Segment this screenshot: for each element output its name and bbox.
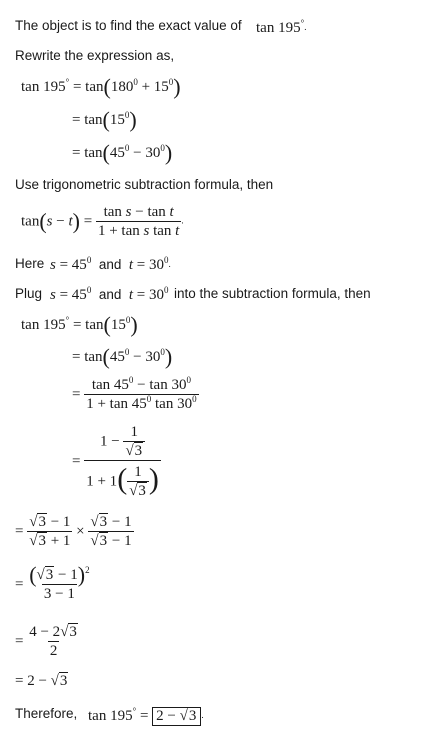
- subtraction-formula: tan(s − t) = $\frac{\text{tan s − tan t}}{\text{1 + tan s tan t}}$ .: [21, 204, 184, 239]
- derivation-line-6: = $\frac{(√3 - 1)^2}{3 - 1}$: [15, 562, 90, 602]
- derivation-line-8: = 2 − √3: [15, 673, 68, 689]
- intro-label: The object is to find the exact value of: [15, 18, 242, 33]
- intro-expression: tan 195°.: [256, 18, 307, 36]
- derivation-line-7: = $\frac{4 - 2√3}{2}$: [15, 624, 77, 659]
- into-text: [174, 286, 371, 301]
- into-label: into the subtraction formula, then: [174, 286, 371, 301]
- derivation-line-5: = $\frac{√3 - 1}{√3 + 1}$ × $\frac{√3 - 1}{√3 - 1}$: [15, 514, 132, 549]
- derivation-line-3: = $\frac{\tan 45^0 - \tan 30^0}{1 + \tan 45^0 \tan 30^0}$: [72, 375, 197, 412]
- therefore-text: [15, 706, 77, 721]
- derivation-line-2: = $\tan(45^0 - 30^0)$: [72, 344, 173, 369]
- final-answer: tan 195° = 2 − √3 .: [88, 706, 204, 724]
- here-label: Here: [15, 256, 45, 271]
- rewrite-line-2: = $\tan(15^0)$: [72, 107, 137, 132]
- derivation-line-4: = 1 − $\frac{1}{√3}$ 1 + 1( $\frac{1}{√3}$ ): [72, 424, 159, 499]
- plug-values: $s = 45^0$ and $t = 30^0$: [50, 285, 169, 303]
- intro-text: [15, 18, 242, 33]
- answer-box: 2 − √3: [152, 707, 201, 726]
- rewrite-line-1: $\tan 195^\circ = \tan(180^0 + 15^0)$: [21, 74, 181, 99]
- therefore-label: Therefore,: [15, 706, 78, 721]
- derivation-line-1: $\tan 195^\circ = \tan(15^0)$: [21, 312, 138, 337]
- plug-text: [15, 286, 42, 301]
- plug-label: Plug: [15, 286, 43, 301]
- use-formula-label: Use trigonometric subtraction formula, then: [15, 177, 274, 192]
- rewrite-text: [15, 48, 174, 63]
- here-values: $s = 45^0$ and $t = 30^0$.: [50, 255, 171, 273]
- rewrite-label: Rewrite the expression as,: [15, 48, 175, 63]
- rewrite-line-3: = $\tan(45^0 - 30^0)$: [72, 140, 173, 165]
- use-formula-text: [15, 177, 273, 192]
- here-text: [15, 256, 44, 271]
